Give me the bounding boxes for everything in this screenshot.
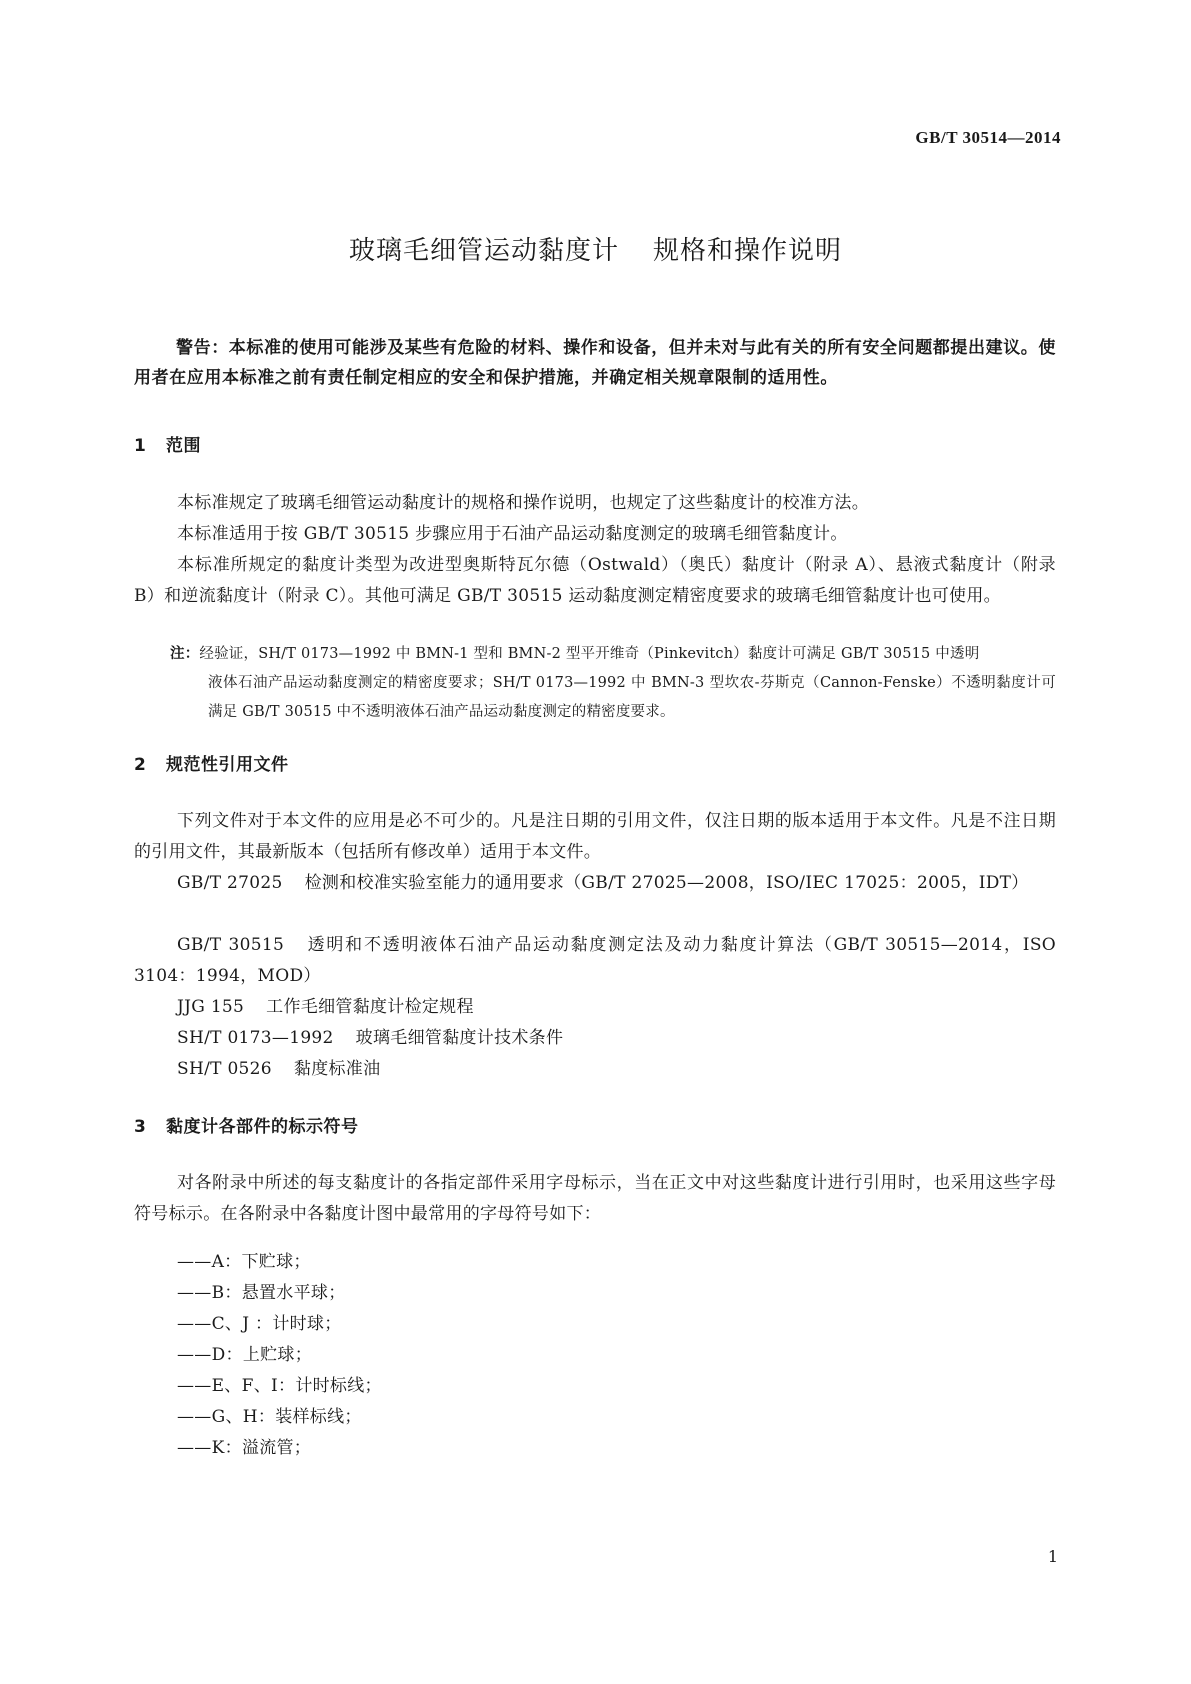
section-1-paragraph-1: 本标准规定了玻璃毛细管运动黏度计的规格和操作说明，也规定了这些黏度计的校准方法。 bbox=[177, 493, 869, 513]
symbol-list bbox=[177, 1247, 382, 1464]
reference-title: 检测和校准实验室能力的通用要求（GB/T 27025—2008，ISO/IEC 17025：2005，IDT） bbox=[304, 873, 1029, 893]
list-item: ——D：上贮球； bbox=[177, 1345, 313, 1365]
list-item: ——B：悬置水平球； bbox=[177, 1283, 346, 1303]
document-title bbox=[0, 230, 1191, 267]
reference-title: 黏度标准油 bbox=[293, 1059, 381, 1079]
reference-item bbox=[134, 868, 1056, 899]
section-1-paragraph-2: 本标准适用于按 GB/T 30515 步骤应用于石油产品运动黏度测定的玻璃毛细管黏度计。 bbox=[177, 524, 848, 544]
reference-item bbox=[177, 1054, 380, 1085]
reference-code: JJG 155 bbox=[177, 997, 245, 1017]
reference-title: 工作毛细管黏度计检定规程 bbox=[266, 997, 474, 1017]
reference-code: SH/T 0173—1992 bbox=[177, 1028, 334, 1048]
list-item: ——C、J ：计时球； bbox=[177, 1314, 342, 1334]
section-2-heading bbox=[134, 750, 289, 775]
note-first-line: 经验证，SH/T 0173—1992 中 BMN-1 型和 BMN-2 型平开维奇（Pinkevitch）黏度计可满足 GB/T 30515 中透明 bbox=[199, 646, 980, 662]
reference-code: GB/T 30515 bbox=[177, 935, 285, 955]
section-2-intro: 下列文件对于本文件的应用是必不可少的。凡是注日期的引用文件，仅注日期的版本适用于本文件。凡是不注日期的引用文件，其最新版本（包括所有修改单）适用于本文件。 bbox=[134, 811, 1056, 862]
safety-warning: 警告：本标准的使用可能涉及某些有危险的材料、操作和设备，但并未对与此有关的所有安全问题都提出建议。使用者在应用本标准之前有责任制定相应的安全和保护措施，并确定相关规章限制的适用性。 bbox=[134, 338, 1056, 388]
reference-title: 玻璃毛细管黏度计技术条件 bbox=[355, 1028, 564, 1048]
section-1-number: 1 bbox=[134, 436, 147, 456]
note-continuation: 液体石油产品运动黏度测定的精密度要求；SH/T 0173—1992 中 BMN-3 型坎农-芬斯克（Cannon-Fenske）不透明黏度计可满足 GB/T 30515 中不透明液体石油产品运动黏度测定的精密度要求。 bbox=[208, 675, 1056, 720]
section-3-heading bbox=[134, 1112, 359, 1137]
list-item: ——K：溢流管； bbox=[177, 1438, 312, 1458]
reference-item bbox=[177, 1023, 563, 1054]
section-1-note bbox=[170, 640, 1056, 727]
title-part-1: 玻璃毛细管运动黏度计 bbox=[348, 236, 619, 266]
section-1-paragraph-3: 本标准所规定的黏度计类型为改进型奥斯特瓦尔德（Ostwald）（奥氏）黏度计（附录 A）、悬液式黏度计（附录 B）和逆流黏度计（附录 C）。其他可满足 GB/T 30515 运动黏度测定精密度要求的玻璃毛细管黏度计也可使用。 bbox=[134, 555, 1056, 606]
page-number: 1 bbox=[1047, 1547, 1058, 1566]
section-3-intro: 对各附录中所述的每支黏度计的各指定部件采用字母标示，当在正文中对这些黏度计进行引用时，也采用这些字母符号标示。在各附录中各黏度计图中最常用的字母符号如下： bbox=[134, 1173, 1056, 1224]
reference-item bbox=[134, 930, 1056, 992]
section-3-title: 黏度计各部件的标示符号 bbox=[166, 1117, 359, 1137]
standard-code: GB/T 30514—2014 bbox=[915, 128, 1061, 147]
list-item: ——A：下贮球； bbox=[177, 1252, 311, 1272]
list-item: ——G、H：装样标线； bbox=[177, 1407, 362, 1427]
section-1-title: 范围 bbox=[166, 436, 201, 456]
title-part-2: 规格和操作说明 bbox=[653, 236, 843, 266]
reference-title: 透明和不透明液体石油产品运动黏度测定法及动力黏度计算法（GB/T 30515—2014，ISO 3104：1994，MOD） bbox=[134, 935, 1056, 986]
note-label: 注： bbox=[170, 646, 200, 662]
list-item: ——E、F、I：计时标线； bbox=[177, 1376, 382, 1396]
reference-code: SH/T 0526 bbox=[177, 1059, 272, 1079]
section-3-number: 3 bbox=[134, 1117, 147, 1137]
section-1-heading bbox=[134, 431, 201, 456]
section-2-title: 规范性引用文件 bbox=[166, 755, 289, 775]
section-2-number: 2 bbox=[134, 755, 147, 775]
reference-code: GB/T 27025 bbox=[177, 873, 283, 893]
reference-item bbox=[177, 992, 474, 1023]
